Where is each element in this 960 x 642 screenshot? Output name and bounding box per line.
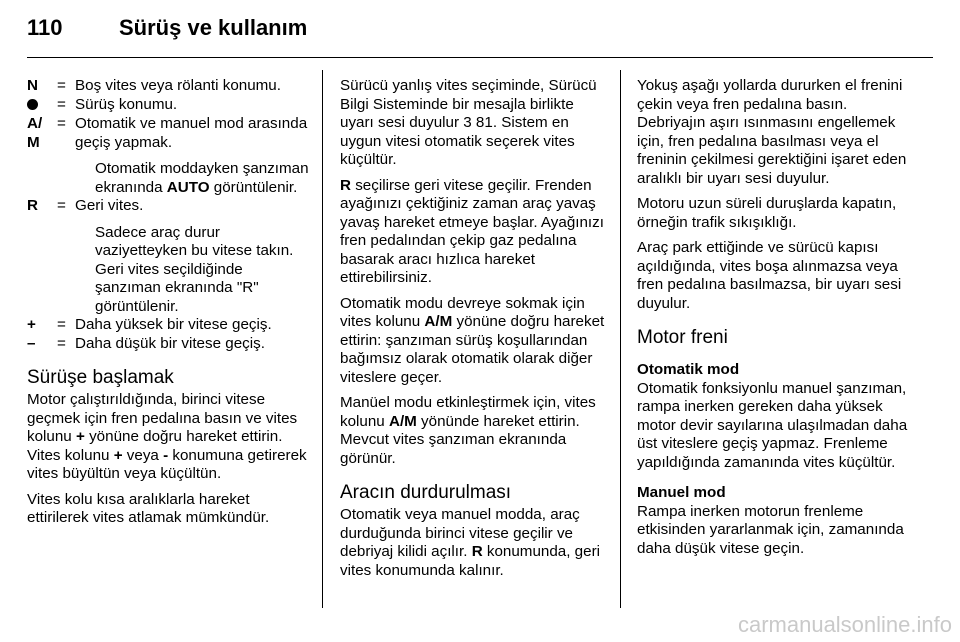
plus-symbol: + [75,428,85,445]
column-2 [340,77,610,587]
reverse-label: R [471,543,483,560]
am-label: A/M [424,313,453,330]
text: görüntülenir. [209,178,298,196]
text: yönüne doğru hareket ettirin. Vites kolunu [27,428,283,464]
def-am-extra [95,160,312,197]
start-paragraph-2: Vites kolu kısa aralıklarla hareket ettirilerek vites atlamak mümkündür. [27,490,270,526]
column-1 [27,77,312,535]
page-number: 110 [27,15,63,40]
am-label: A/M [388,412,417,430]
def-term: – [27,334,36,352]
col2-paragraph-4 [340,394,610,468]
col2-paragraph-2 [340,177,610,288]
col3-paragraph-3: Araç park ettiğinde ve sürücü kapısı açıldığında, vites boşa alınmazsa veya fren pedalına basılmazsa, bir uyarı sesi duyulur. [637,239,902,312]
def-minus [27,335,312,354]
text: konumuna getirerek vites büyültün veya küçültün. [27,446,307,482]
def-neutral [27,77,312,96]
def-drive [27,96,312,116]
def-eq: = [57,316,66,333]
page-reference-link[interactable]: 3 81 [463,114,493,131]
column-divider-2 [620,70,621,608]
col2-paragraph-1 [340,77,610,170]
page-title: Sürüş ve kullanım [119,15,308,40]
section-heading-start: Sürüşe başlamak [27,367,174,388]
text: Otomatik modu devreye sokmak için vites kolunu [340,294,585,330]
def-eq: = [57,95,66,113]
def-desc: Otomatik ve manuel mod arasında geçiş yapmak. [75,115,308,151]
auto-mode-paragraph: Otomatik fonksiyonlu manuel şanzıman, rampa inerken gereken daha yüksek motor devir sayılarına ulaşılmadan daha üst viteslere geçiş yapmaz. Frenleme yapıldığında zamanında vites küçültür. [637,379,908,471]
text: yönünde hareket ettirin. Mevcut vites şanzıman ekranında görünür. [340,412,580,467]
auto-label: AUTO [166,178,210,196]
subheading-auto-mode: Otomatik mod [637,361,740,378]
header-rule [27,57,933,58]
def-desc: Boş vites veya rölanti konumu. [75,77,281,94]
def-desc: Daha düşük bir vitese geçiş. [75,334,265,352]
stop-paragraph [340,506,610,580]
start-paragraph-1 [27,391,312,484]
section-heading-stop: Aracın durdurulması [340,482,512,503]
def-am [27,115,312,152]
def-reverse-extra: Sadece araç durur vaziyetteyken bu vitese takın. Geri vites seçildiğinde şanzıman ekranında "R" görüntülenir. [95,223,294,315]
def-plus [27,316,312,335]
text: Otomatik moddayken şanzıman ekranında [95,160,309,196]
col2-paragraph-3 [340,295,610,388]
reverse-label: R [340,176,351,194]
subheading-manual-mode: Manuel mod [637,484,726,501]
def-term: N [27,77,38,94]
def-term: R [27,197,38,214]
def-desc: Geri vites. [75,197,144,214]
drive-dot-icon [27,99,38,110]
def-eq: = [57,334,66,352]
column-divider-1 [322,70,323,608]
def-term: A/ M [27,115,43,151]
minus-symbol: - [163,446,169,464]
watermark: carmanualsonline.info [737,612,952,637]
col3-paragraph-2: Motoru uzun süreli duruşlarda kapatın, örneğin trafik sıkışıklığı. [637,195,897,231]
def-eq: = [57,115,66,132]
text: Manüel modu etkinleştirmek için, vites kolunu [340,394,596,430]
text: Otomatik veya manuel modda, araç durduğunda birinci vitese geçilir ve debriyaj kilidi açılır. [340,506,580,560]
def-term [27,96,57,116]
page-header [27,15,933,49]
text: Sürücü yanlış vites seçiminde, Sürücü Bilgi Sisteminde bir mesajla birlikte uyarı sesi duyulur [340,77,597,131]
def-eq: = [57,197,66,214]
col3-paragraph-1: Yokuş aşağı yollarda dururken el frenini çekin veya fren pedalına basın. Debriyajın aşırı ısınmasını engellemek için, fren pedalına basılması veya el freninin çekilmesi gerektiğini işaret eden aralıklı bir uyarı sesi duyulur. [637,77,907,187]
def-term: + [27,316,36,333]
manual-mode-paragraph: Rampa inerken motorun frenleme etkisinden yararlanmak için, zamanında daha düşük vitese geçin. [637,502,904,557]
def-desc: Sürüş konumu. [75,95,178,113]
text: Motor çalıştırıldığında, birinci vitese geçmek için fren pedalına basın ve vites kolunu [27,391,298,445]
plus-symbol: + [113,446,123,464]
text: veya [122,446,164,464]
text: konumunda, geri vites konumunda kalınır. [340,543,601,579]
column-3 [637,77,912,565]
text: . Sistem en uygun vitesi otomatik seçerek vites küçültür. [340,114,575,168]
section-heading-engine-brake: Motor freni [637,327,728,348]
text: yönüne doğru hareket ettirin: şanzıman sürüş koşullarından bağımsız olarak otomatik olarak diğer viteslere geçer. [340,313,605,386]
def-reverse [27,197,312,216]
def-eq: = [57,77,66,94]
text: seçilirse geri vitese geçilir. Frenden ayağınızı çektiğiniz zaman araç yavaş yavaş hareket etmeye başlar. Ayağınızı fren pedalından çekip gaz pedalına basarak aracı hızlıca hareket ettirebilirsiniz. [340,176,604,286]
def-desc: Daha yüksek bir vitese geçiş. [75,316,272,333]
